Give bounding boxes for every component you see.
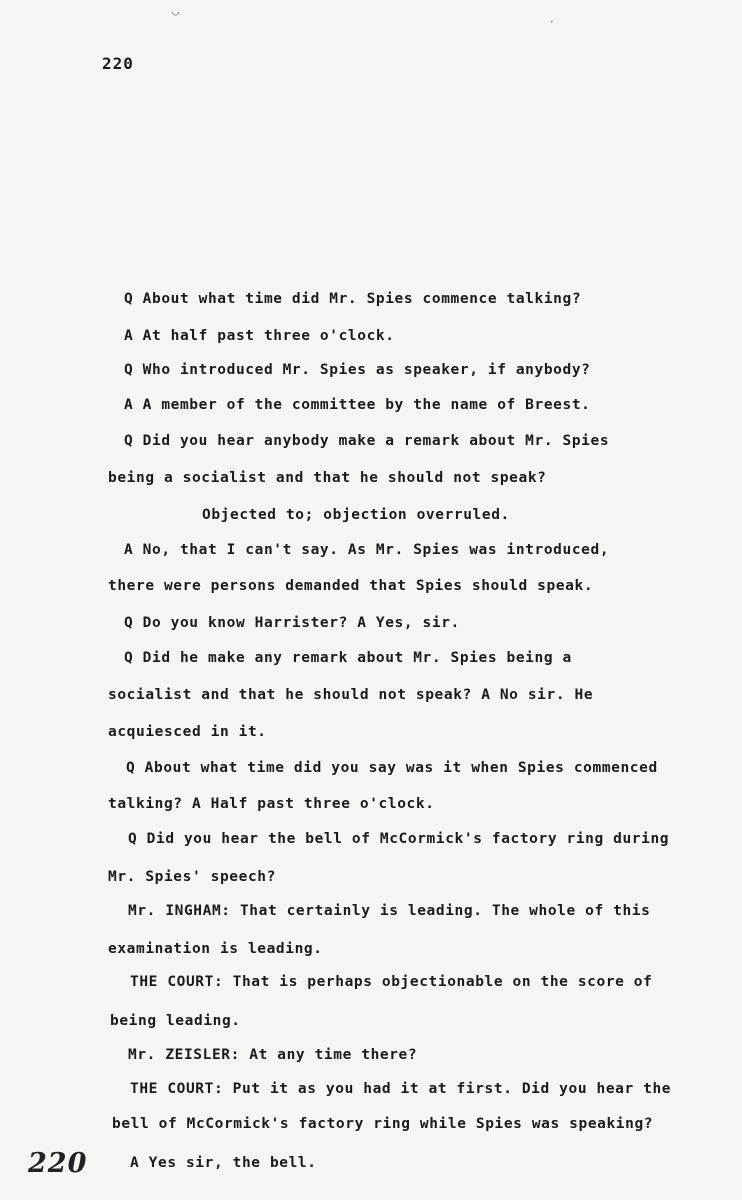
transcript-line: Q Who introduced Mr. Spies as speaker, if anybody? <box>124 362 591 378</box>
scan-speck: ◡ <box>172 4 180 18</box>
transcript-line: A A member of the committee by the name of Breest. <box>124 397 591 413</box>
transcript-line: Objected to; objection overruled. <box>202 507 510 523</box>
transcript-line: socialist and that he should not speak? A No sir. He <box>108 687 594 703</box>
page-number: 220 <box>102 54 134 73</box>
transcript-line: THE COURT: Put it as you had it at first. Did you hear the <box>130 1081 672 1097</box>
transcript-line: examination is leading. <box>108 941 323 957</box>
transcript-line: Mr. ZEISLER: At any time there? <box>128 1047 418 1063</box>
transcript-line: Q Do you know Harrister? A Yes, sir. <box>124 615 460 631</box>
transcript-line: being a socialist and that he should not speak? <box>108 470 547 486</box>
transcript-line: Q Did you hear anybody make a remark about Mr. Spies <box>124 433 610 449</box>
transcript-line: THE COURT: That is perhaps objectionable on the score of <box>130 974 653 990</box>
transcript-line: Q Did you hear the bell of McCormick's factory ring during <box>128 831 670 847</box>
transcript-line: there were persons demanded that Spies should speak. <box>108 578 594 594</box>
transcript-line: acquiesced in it. <box>108 724 267 740</box>
transcript-line: Q About what time did Mr. Spies commence talking? <box>124 291 582 307</box>
transcript-line: Mr. INGHAM: That certainly is leading. The whole of this <box>128 903 651 919</box>
transcript-line: Q About what time did you say was it when Spies commenced <box>126 760 658 776</box>
transcript-line: A At half past three o'clock. <box>124 328 395 344</box>
transcript-line: Mr. Spies' speech? <box>108 869 276 885</box>
handwritten-page-number: 220 <box>28 1148 88 1179</box>
transcript-line: A No, that I can't say. As Mr. Spies was introduced, <box>124 542 610 558</box>
transcript-line: being leading. <box>110 1013 241 1029</box>
transcript-line: Q Did he make any remark about Mr. Spies being a <box>124 650 572 666</box>
scan-speck: ˏ <box>548 8 556 22</box>
transcript-line: A Yes sir, the bell. <box>130 1155 317 1171</box>
transcript-line: talking? A Half past three o'clock. <box>108 796 435 812</box>
transcript-line: bell of McCormick's factory ring while Spies was speaking? <box>112 1116 654 1132</box>
